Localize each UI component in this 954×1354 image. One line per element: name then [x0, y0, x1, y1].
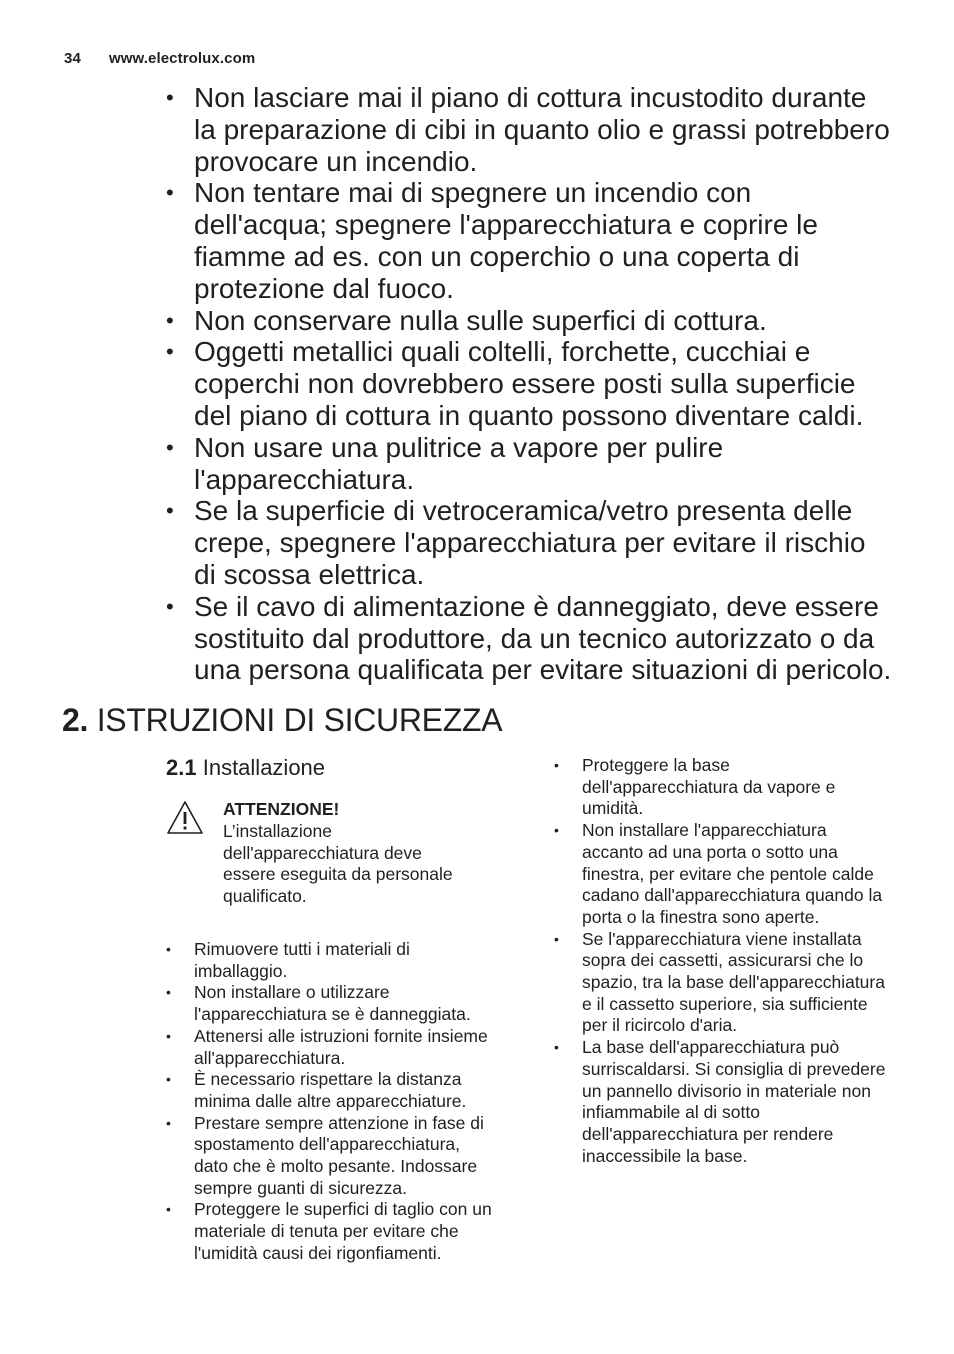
list-item — [554, 1037, 924, 1167]
list-item — [166, 432, 926, 496]
list-item-line: Non tentare mai di spegnere un incendio con — [194, 177, 752, 209]
list-item-line: Rimuovere tutti i materiali di — [194, 939, 410, 959]
list-item-line: Non usare una pulitrice a vapore per pulire — [194, 431, 724, 463]
list-item — [166, 939, 526, 982]
list-item-line: sempre guanti di sicurezza. — [194, 1177, 408, 1198]
list-item-line: La base dell'apparecchiatura può — [582, 1037, 840, 1058]
warning-triangle-icon — [166, 799, 204, 837]
list-item — [166, 336, 926, 431]
installation-list-right — [554, 755, 924, 1167]
list-item — [166, 1026, 526, 1069]
list-item-line: finestra, per evitare che pentole calde — [582, 863, 874, 884]
list-item — [166, 495, 926, 590]
list-item — [166, 82, 926, 177]
list-item-line: una persona qualificata per evitare situazioni di pericolo. — [194, 654, 892, 686]
list-item-line: porta o la finestra sono aperte. — [582, 906, 820, 927]
bullet-icon: • — [166, 593, 174, 619]
bullet-icon: • — [166, 339, 174, 365]
list-item — [554, 820, 924, 929]
warning-box — [166, 799, 526, 915]
website-url: www.electrolux.com — [109, 50, 256, 67]
list-item-line: Proteggere la base — [582, 755, 730, 775]
safety-warnings-list — [166, 82, 926, 686]
list-item-line: sopra dei cassetti, assicurarsi che lo — [582, 950, 864, 971]
list-item-line: coperchi non dovrebbero essere posti sulla superficie — [194, 368, 856, 400]
list-item-line: surriscaldarsi. Si consiglia di prevedere — [582, 1058, 886, 1079]
list-item-line: dato che è molto pesante. Indossare — [194, 1156, 478, 1177]
list-item-line: inaccessibile la base. — [582, 1145, 748, 1166]
bullet-icon: • — [166, 941, 171, 957]
bullet-icon: • — [166, 307, 174, 333]
bullet-icon: • — [166, 180, 174, 206]
list-item-line: del piano di cottura in quanto possono diventare caldi. — [194, 399, 864, 431]
list-item-line: minima dalle altre apparecchiature. — [194, 1090, 467, 1111]
list-item-line: spazio, tra la base dell'apparecchiatura — [582, 972, 885, 993]
bullet-icon: • — [554, 822, 559, 839]
list-item-line: sostituito dal produttore, da un tecnico autorizzato o da — [194, 622, 875, 654]
bullet-icon: • — [166, 984, 171, 1001]
list-item-line: cadano dall'apparecchiatura quando la — [582, 885, 883, 906]
list-item-line: dell'apparecchiatura da vapore e — [582, 776, 836, 797]
list-item-line: È necessario rispettare la distanza — [194, 1069, 462, 1090]
list-item — [166, 1199, 526, 1264]
bullet-icon: • — [554, 1039, 559, 1056]
list-item — [166, 305, 926, 337]
subsection-number: 2.1 — [166, 755, 197, 780]
bullet-icon: • — [554, 930, 559, 947]
subsection-title: Installazione — [202, 755, 326, 780]
list-item-line: Non installare o utilizzare — [194, 982, 390, 1003]
bullet-icon: • — [554, 757, 559, 773]
bullet-icon: • — [166, 1114, 171, 1131]
list-item-line: Non installare l'apparecchiatura — [582, 820, 827, 841]
list-item-line: Se il cavo di alimentazione è danneggiato, deve essere — [194, 590, 879, 622]
list-item-line: infiammabile al di sotto — [582, 1102, 760, 1123]
warning-line: L’installazione — [223, 820, 332, 841]
left-column — [166, 754, 526, 1265]
subsection-heading — [166, 754, 526, 782]
list-item-line: materiale di tenuta per evitare che — [194, 1221, 459, 1242]
list-item-line: e il cassetto superiore, sia sufficiente — [582, 993, 868, 1014]
list-item-line: Prestare sempre attenzione in fase di — [194, 1112, 484, 1133]
bullet-icon: • — [166, 1201, 171, 1218]
list-item-line: un pannello divisorio in materiale non — [582, 1080, 871, 1101]
page-number: 34 — [64, 50, 81, 67]
warning-text — [223, 799, 453, 908]
list-item-line: dell'apparecchiatura per rendere — [582, 1123, 834, 1144]
list-item-line: fiamme ad es. con un coperchio o una coperta di — [194, 240, 800, 272]
right-column — [554, 755, 924, 1167]
list-item-line: per il ricircolo d'aria. — [582, 1015, 738, 1036]
list-item-line: protezione dal fuoco. — [194, 272, 454, 304]
list-item-line: crepe, spegnere l'apparecchiatura per evitare il rischio — [194, 527, 866, 559]
page-header — [64, 50, 256, 67]
section-heading — [62, 700, 502, 740]
list-item-line: all'apparecchiatura. — [194, 1047, 346, 1068]
list-item-line: l'apparecchiatura se è danneggiata. — [194, 1004, 471, 1025]
bullet-icon: • — [166, 85, 174, 110]
list-item-line: l'apparecchiatura. — [194, 463, 415, 495]
warning-line: qualificato. — [223, 886, 307, 907]
list-item-line: la preparazione di cibi in quanto olio e grassi potrebbero — [194, 113, 890, 145]
list-item-line: Non lasciare mai il piano di cottura incustodito durante — [194, 82, 867, 113]
list-item-line: imballaggio. — [194, 960, 288, 981]
list-item-line: accanto ad una porta o sotto una — [582, 841, 838, 862]
list-item — [166, 1069, 526, 1112]
list-item-line: Attenersi alle istruzioni fornite insieme — [194, 1025, 488, 1046]
warning-line: dell'apparecchiatura deve — [223, 842, 422, 863]
list-item — [166, 982, 526, 1025]
list-item-line: Oggetti metallici quali coltelli, forchette, cucchiai e — [194, 336, 811, 368]
list-item-line: provocare un incendio. — [194, 145, 478, 177]
section-title: ISTRUZIONI DI SICUREZZA — [96, 702, 503, 738]
bullet-icon: • — [166, 498, 174, 524]
installation-list-left — [166, 939, 526, 1265]
list-item — [554, 755, 924, 820]
section-number: 2. — [62, 702, 89, 738]
bullet-icon: • — [166, 1071, 171, 1088]
list-item-line: spostamento dell'apparecchiatura, — [194, 1134, 461, 1155]
list-item-line: dell'acqua; spegnere l'apparecchiatura e coprire le — [194, 209, 818, 241]
list-item — [166, 1113, 526, 1200]
list-item — [166, 177, 926, 304]
bullet-icon: • — [166, 434, 174, 460]
list-item-line: umidità. — [582, 798, 644, 819]
warning-title: ATTENZIONE! — [223, 799, 340, 819]
list-item-line: Proteggere le superfici di taglio con un — [194, 1199, 492, 1220]
bullet-icon: • — [166, 1027, 171, 1044]
warning-line: essere eseguita da personale — [223, 864, 453, 885]
list-item-line: Non conservare nulla sulle superfici di cottura. — [194, 304, 767, 336]
list-item-line: Se l'apparecchiatura viene installata — [582, 928, 862, 949]
list-item — [554, 929, 924, 1038]
list-item-line: di scossa elettrica. — [194, 558, 425, 590]
list-item-line: Se la superficie di vetroceramica/vetro presenta delle — [194, 495, 853, 527]
list-item — [166, 591, 926, 686]
list-item-line: l'umidità causi dei rigonfiamenti. — [194, 1242, 442, 1263]
